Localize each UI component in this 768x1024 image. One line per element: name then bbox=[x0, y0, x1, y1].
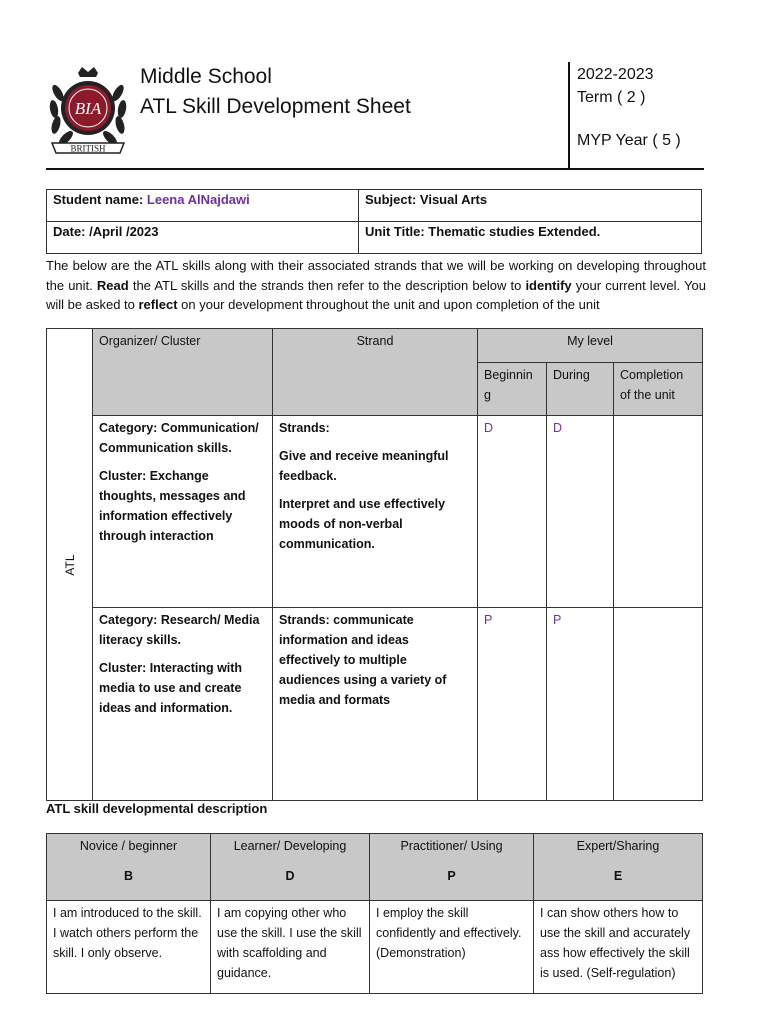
unit-title-cell: Unit Title: Thematic studies Extended. bbox=[359, 222, 702, 254]
intro-read: Read bbox=[96, 277, 129, 293]
dev-level-code: E bbox=[613, 869, 623, 883]
dev-desc-practitioner: I employ the skill confidently and effectively. (Demonstration) bbox=[370, 901, 534, 994]
cluster-detail: Cluster: Exchange thoughts, messages and information effectively through interaction bbox=[99, 469, 246, 543]
dev-desc-expert: I can show others how to use the skill and accurately ass how effectively the skill is used. (Self-regulation) bbox=[534, 901, 703, 994]
strand-text: Give and receive meaningful feedback. bbox=[279, 449, 449, 483]
header-completion: Completion of the unit bbox=[614, 363, 703, 416]
level-during-cell[interactable]: D bbox=[547, 416, 614, 608]
level-beginning-cell[interactable]: D bbox=[478, 416, 547, 608]
table-row bbox=[47, 901, 703, 994]
intro-text-1: The below are the ATL skills along with their associated strands that we will be working on developing throughout the unit. bbox=[46, 258, 706, 293]
title-sheet: ATL Skill Development Sheet bbox=[140, 95, 411, 118]
strand-text: Interpret and use effectively moods of non-verbal communication. bbox=[279, 497, 446, 551]
header-during: During bbox=[547, 363, 614, 416]
atl-side-label: ATL bbox=[62, 553, 77, 576]
logo-monogram: BIA bbox=[74, 99, 102, 118]
logo-banner-text: BRITISH bbox=[70, 143, 106, 154]
cluster-cell bbox=[93, 416, 273, 608]
strand-cell bbox=[273, 608, 478, 801]
intro-text-3: your current level. You will be asked to bbox=[46, 277, 706, 312]
dev-header-novice bbox=[47, 834, 211, 901]
cluster-cell bbox=[93, 608, 273, 801]
subject-cell: Subject: Visual Arts bbox=[359, 190, 702, 222]
header-my-level: My level bbox=[478, 329, 703, 363]
header-strand: Strand bbox=[273, 329, 478, 416]
student-name-value[interactable]: Leena AlNajdawi bbox=[146, 192, 250, 207]
header-divider bbox=[568, 62, 570, 170]
strand-cell bbox=[273, 416, 478, 608]
dev-level-name: Expert/Sharing bbox=[576, 839, 660, 853]
level-completion-cell[interactable] bbox=[614, 416, 703, 608]
term-label: Term ( 2 ) bbox=[577, 89, 646, 106]
intro-paragraph bbox=[46, 256, 706, 315]
dev-header-expert bbox=[534, 834, 703, 901]
table-row bbox=[47, 608, 703, 801]
dev-level-name: Novice / beginner bbox=[79, 839, 178, 853]
myp-year: MYP Year ( 5 ) bbox=[577, 132, 681, 149]
header-rule bbox=[46, 168, 704, 170]
strand-title: Strands: communicate information and ideas effectively to multiple audiences using a variety of media and formats bbox=[279, 613, 447, 707]
table-row bbox=[47, 416, 703, 608]
intro-text-4: on your development throughout the unit and upon completion of the unit bbox=[177, 297, 600, 312]
dev-level-code: B bbox=[123, 869, 134, 883]
header-cluster: Organizer/ Cluster bbox=[93, 329, 273, 416]
intro-reflect: reflect bbox=[138, 297, 178, 312]
intro-identify: identify bbox=[525, 277, 572, 293]
dev-level-code: P bbox=[447, 869, 456, 883]
dev-header-practitioner bbox=[370, 834, 534, 901]
date-cell[interactable]: Date: /April /2023 bbox=[47, 222, 359, 254]
header-beginning: Beginnin g bbox=[478, 363, 547, 416]
dev-description-title: ATL skill developmental description bbox=[46, 801, 268, 816]
dev-level-code: D bbox=[285, 869, 295, 883]
cluster-category: Category: Communication/ Communication skills. bbox=[99, 421, 259, 455]
student-info-table bbox=[46, 189, 702, 254]
cluster-category: Category: Research/ Media literacy skills. bbox=[99, 613, 260, 647]
academic-year: 2022-2023 bbox=[577, 66, 654, 83]
dev-desc-learner: I am copying other who use the skill. I use the skill with scaffolding and guidance. bbox=[211, 901, 370, 994]
level-beginning-cell[interactable]: P bbox=[478, 608, 547, 801]
strand-title: Strands: bbox=[279, 421, 330, 435]
dev-level-name: Practitioner/ Using bbox=[400, 839, 503, 853]
student-name-cell bbox=[47, 190, 359, 222]
cluster-detail: Cluster: Interacting with media to use and create ideas and information. bbox=[99, 661, 243, 715]
level-completion-cell[interactable] bbox=[614, 608, 703, 801]
dev-desc-novice: I am introduced to the skill. I watch others perform the skill. I only observe. bbox=[47, 901, 211, 994]
dev-description-table bbox=[46, 833, 703, 994]
title-school: Middle School bbox=[140, 65, 272, 88]
student-name-label: Student name: bbox=[53, 192, 147, 207]
intro-text-2: the ATL skills and the strands then refer to the description below to bbox=[128, 277, 526, 293]
school-logo bbox=[46, 63, 130, 159]
atl-skills-table bbox=[46, 328, 703, 801]
dev-level-name: Learner/ Developing bbox=[233, 839, 347, 853]
level-during-cell[interactable]: P bbox=[547, 608, 614, 801]
atl-side-label-cell bbox=[47, 329, 93, 801]
dev-header-learner bbox=[211, 834, 370, 901]
